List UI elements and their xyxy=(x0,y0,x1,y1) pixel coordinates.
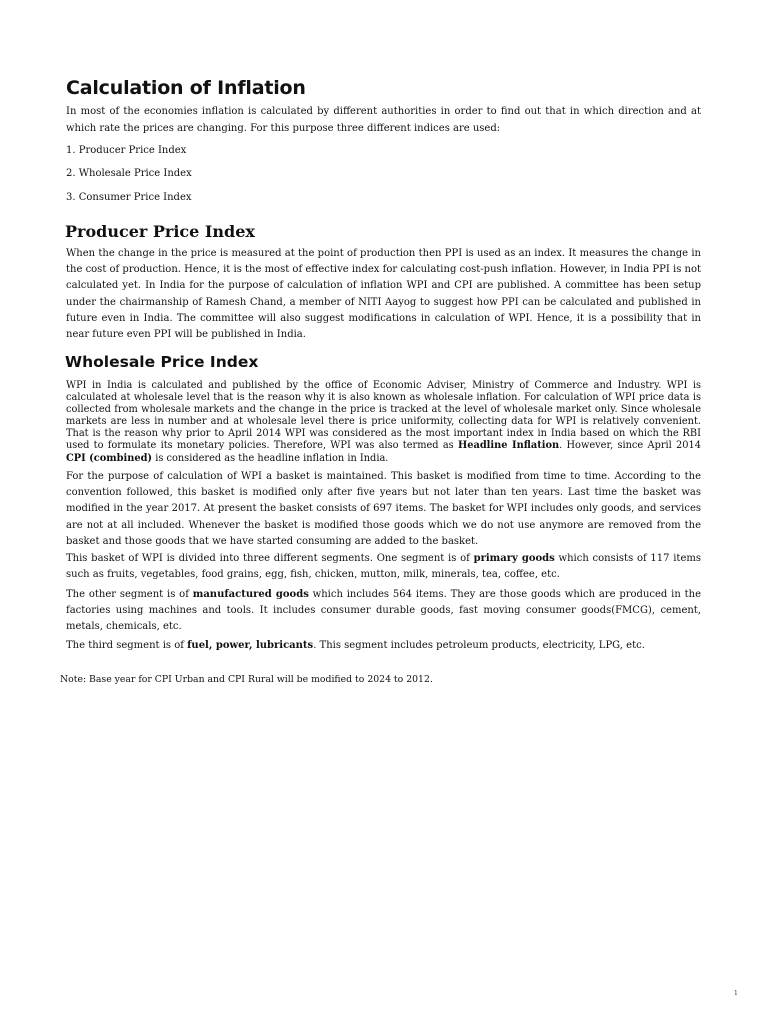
wpi-paragraph-1: WPI in India is calculated and published by the office of Economic Adviser, Ministry of Commerce and Industry. WPI is calculated at wholesale level that is the reason why it is also known as wholesale inflation. For calculation of WPI price data is collected from wholesale markets and the change in the price is tracked at the level of wholesale market only. Since wholesale markets are less in number and at wholesale level there is price uniformity, collecting data for WPI is relatively convenient. That is the reason why prior to April 2014 WPI was considered as the most important index in India based on which the RBI used to formulate its monetary policies. Therefore, WPI was also termed as Headline Inflation. However, since April 2014 CPI (combined) is considered as the headline inflation in India. xyxy=(66,380,701,464)
footnote: Note: Base year for CPI Urban and CPI Rural will be modified to 2024 to 2012. xyxy=(60,674,433,685)
wpi-paragraph-2: For the purpose of calculation of WPI a basket is maintained. This basket is modified from time to time. According to the convention followed, this basket is modified only after five years but not later than ten years. Last time the basket was modified in the year 2017. At present the basket consists of 697 items. The basket for WPI includes only goods, and services are not at all included. Whenever the basket is modified those goods which we do not use anymore are removed from the basket and those goods that we have started consuming are added to the basket. xyxy=(66,471,701,547)
wpi-paragraph-4: The other segment is of manufactured goods which includes 564 items. They are those goods which are produced in the factories using machines and tools. It includes consumer durable goods, fast moving consumer goods(FMCG), cement, metals, chemicals, etc. xyxy=(66,589,701,633)
section-heading-wpi: Wholesale Price Index xyxy=(65,353,259,371)
list-item: 2. Wholesale Price Index xyxy=(66,168,192,179)
page-title: Calculation of Inflation xyxy=(66,77,306,99)
page-number: 1 xyxy=(734,990,738,997)
section-heading-ppi: Producer Price Index xyxy=(65,222,255,241)
list-item: 3. Consumer Price Index xyxy=(66,192,192,203)
list-item: 1. Producer Price Index xyxy=(66,145,187,156)
wpi-paragraph-3: This basket of WPI is divided into three different segments. One segment is of primary goods which consists of 117 items such as fruits, vegetables, food grains, egg, fish, chicken, mutton, milk, minerals, tea, coffee, etc. xyxy=(66,553,701,581)
ppi-paragraph: When the change in the price is measured at the point of production then PPI is used as an index. It measures the change in the cost of production. Hence, it is the most of effective index for calculating cost-push inflation. However, in India PPI is not calculated yet. In India for the purpose of calculation of inflation WPI and CPI are published. A committee has been setup under the chairmanship of Ramesh Chand, a member of NITI Aayog to suggest how PPI can be calculated and published in future even in India. The committee will also suggest modifications in calculation of WPI. Hence, it is a possibility that in near future even PPI will be published in India. xyxy=(66,248,701,341)
wpi-paragraph-5: The third segment is of fuel, power, lubricants. This segment includes petroleum products, electricity, LPG, etc. xyxy=(66,640,645,651)
intro-paragraph: In most of the economies inflation is calculated by different authorities in order to find out that in which direction and at which rate the prices are changing. For this purpose three different indices are used: xyxy=(66,106,701,134)
